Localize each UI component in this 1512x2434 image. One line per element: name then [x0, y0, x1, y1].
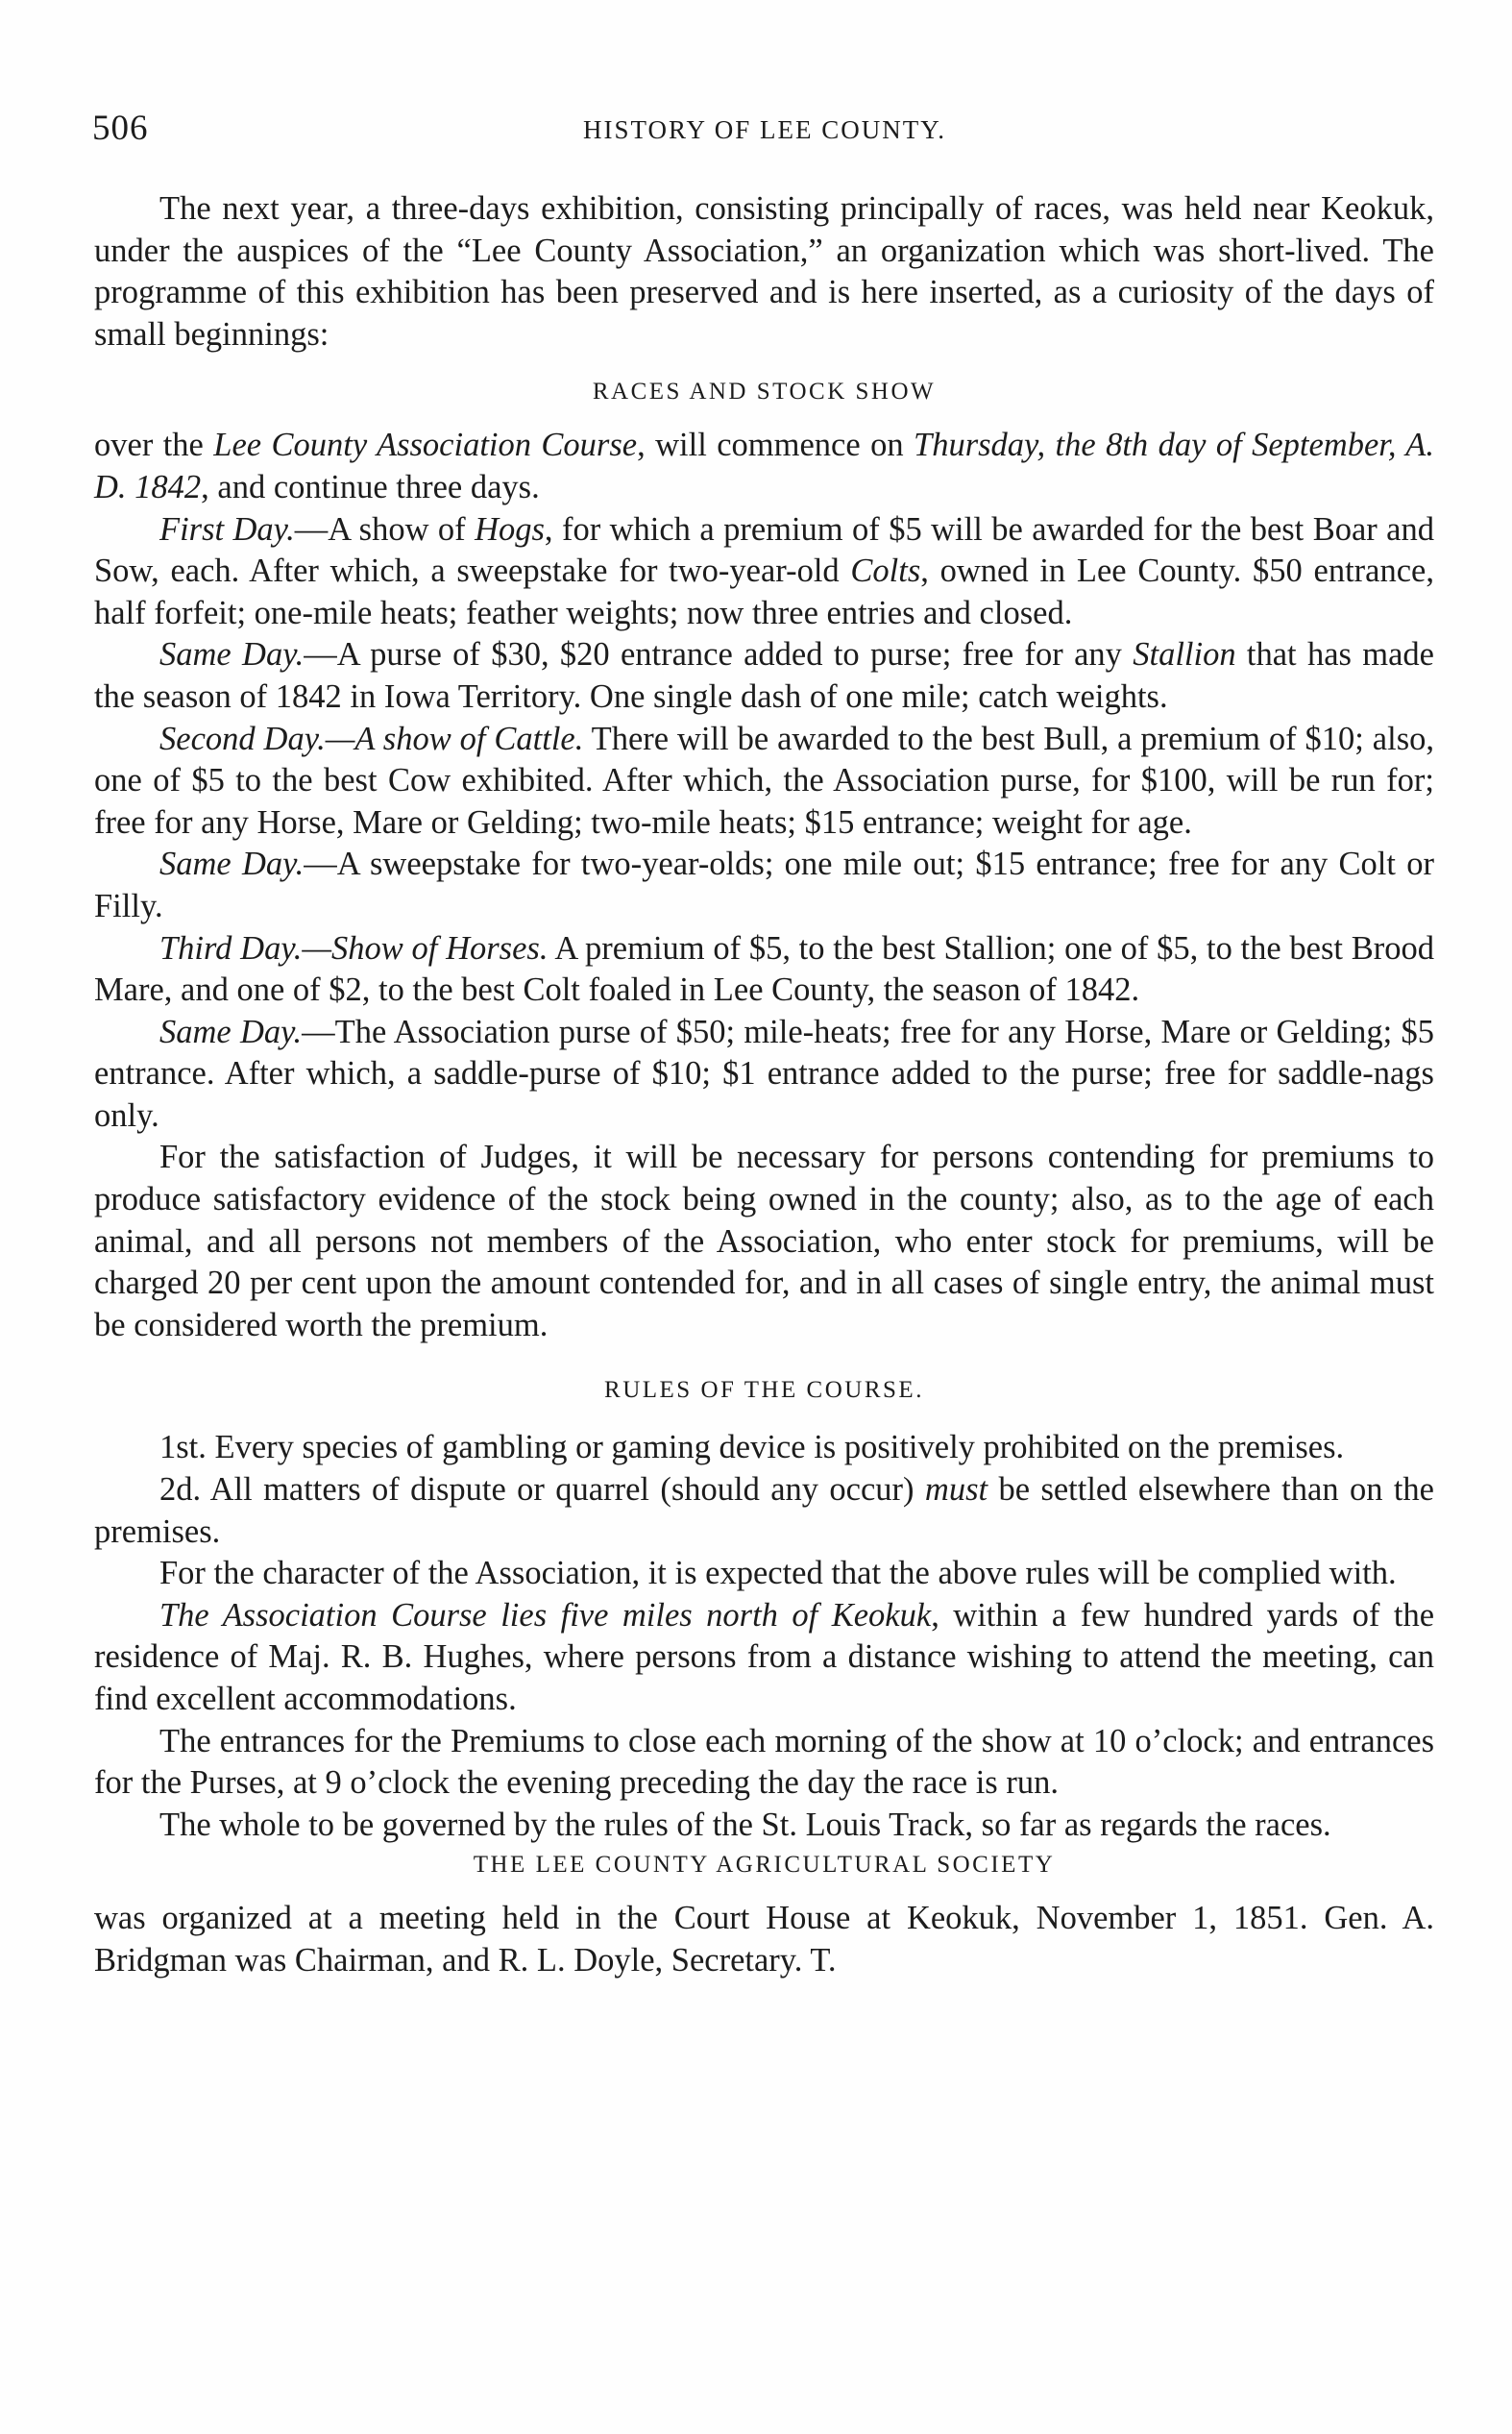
- rule-2-text: be settled elsewhere than on the premises.: [94, 1471, 1434, 1550]
- races-heading: RACES AND STOCK SHOW: [592, 379, 937, 406]
- same-day-paragraph: [94, 1012, 1434, 1138]
- running-title: HISTORY OF LEE COUNTY.: [582, 115, 947, 144]
- second-day-paragraph: [94, 719, 1434, 845]
- rules-heading: RULES OF THE COURSE.: [604, 1377, 924, 1404]
- same-day-text: —The Association purse of $50; mile-heats; free for any Horse, Mare or Gelding; $5 entrance. After which, a saddle-purse of $10; $1 entrance added to the purse; free for saddle-nags only.: [94, 1013, 1434, 1134]
- page-number: 506: [92, 109, 149, 148]
- society-paragraph: was organized at a meeting held in the Court House at Keokuk, November 1, 1851. Gen. A. Bridgman was Chairman, and R. L. Doyle, Secretary. T.: [94, 1900, 1434, 1979]
- same-day-text: —A sweepstake for two-year-olds; one mile out; $15 entrance; free for any Colt or Filly.: [94, 846, 1434, 924]
- character-paragraph: For the character of the Association, it is expected that the above rules will be complied with.: [159, 1555, 1397, 1592]
- same-day-text: that has made the season of 1842 in Iowa Territory. One single dash of one mile; catch weights.: [94, 636, 1434, 715]
- must-term: must: [924, 1471, 988, 1509]
- judges-paragraph: For the satisfaction of Judges, it will be necessary for persons contending for premiums to produce satisfactory evidence of the stock being owned in the county; also, as to the age of each animal, and all persons not members of the Association, who enter stock for premiums, will be charged 20 per cent upon the amount contended for, and in all cases of single entry, the animal must be considered worth the premium.: [94, 1139, 1434, 1343]
- intro-paragraph: The next year, a three-days exhibition, consisting principally of races, was held near Keokuk, under the auspices of the “Lee County Association,” an organization which was short-lived. The programme of this exhibition has been preserved and is here inserted, as a curiosity of the days of small beginnings:: [94, 190, 1434, 353]
- second-day-text: There will be awarded to the best Bull, a premium of $10; also, one of $5 to the best Cow exhibited. After which, the Association purse, for $100, will be run for; free for any Horse, Mare or Gelding; two-mile heats; $15 entrance; weight for age.: [94, 720, 1434, 841]
- same-day-paragraph: [94, 844, 1434, 927]
- course-location-italic: The Association Course lies five miles north of Keokuk: [159, 1596, 932, 1634]
- third-day-text: A premium of $5, to the best Stallion; one of $5, to the best Brood Mare, and one of $2, to the best Colt foaled in Lee County, the season of 1842.: [94, 929, 1434, 1009]
- same-day-label: Same Day.: [159, 846, 305, 883]
- announcement-text: over the: [94, 427, 214, 464]
- page-body: [94, 188, 1434, 1982]
- same-day-paragraph: [94, 634, 1434, 718]
- course-name: Lee County Association Course: [213, 427, 638, 464]
- announcement-paragraph: [94, 425, 1434, 508]
- announcement-text: , will commence on: [637, 427, 915, 464]
- entrances-paragraph: The entrances for the Premiums to close each morning of the show at 10 o’clock; and entrances for the Purses, at 9 o’clock the evening preceding the day the race is run.: [94, 1722, 1434, 1802]
- third-day-label: Third Day.—Show of Horses.: [159, 929, 549, 967]
- society-heading: THE LEE COUNTY AGRICULTURAL SOCIETY: [473, 1852, 1056, 1879]
- first-day-text: , owned in Lee County. $50 entrance, half forfeit; one-mile heats; feather weights; now three entries and closed.: [94, 553, 1434, 631]
- course-location-paragraph: [94, 1595, 1434, 1721]
- same-day-label: Same Day.: [159, 1013, 303, 1050]
- third-day-paragraph: [94, 928, 1434, 1012]
- stallion-term: Stallion: [1133, 636, 1236, 674]
- first-day-text: , for which a premium of $5 will be awarded for the best Boar and Sow, each. After which, a sweepstake for two-year-old: [94, 510, 1434, 590]
- page-header: [92, 108, 1437, 156]
- rule-2-paragraph: [94, 1469, 1434, 1553]
- colts-term: Colts: [850, 553, 921, 590]
- hogs-term: Hogs: [475, 510, 545, 548]
- course-location-text: , within a few hundred yards of the residence of Maj. R. B. Hughes, where persons from a distance wishing to attend the meeting, can find excellent accommodations.: [94, 1596, 1435, 1717]
- first-day-text: —A show of: [294, 510, 476, 548]
- governed-paragraph: The whole to be governed by the rules of the St. Louis Track, so far as regards the races.: [159, 1806, 1331, 1843]
- rule-1-paragraph: 1st. Every species of gambling or gaming device is positively prohibited on the premises.: [159, 1429, 1345, 1466]
- same-day-label: Same Day.: [159, 636, 305, 674]
- first-day-label: First Day.: [159, 510, 295, 548]
- rule-2-text: 2d. All matters of dispute or quarrel (should any occur): [159, 1471, 925, 1509]
- announcement-text: , and continue three days.: [201, 468, 540, 505]
- second-day-label: Second Day.—A show of Cattle.: [159, 720, 584, 757]
- same-day-text: —A purse of $30, $20 entrance added to purse; free for any: [304, 636, 1134, 674]
- event-date: Thursday, the 8th day of September, A. D. 1842: [94, 427, 1434, 505]
- first-day-paragraph: [94, 509, 1434, 635]
